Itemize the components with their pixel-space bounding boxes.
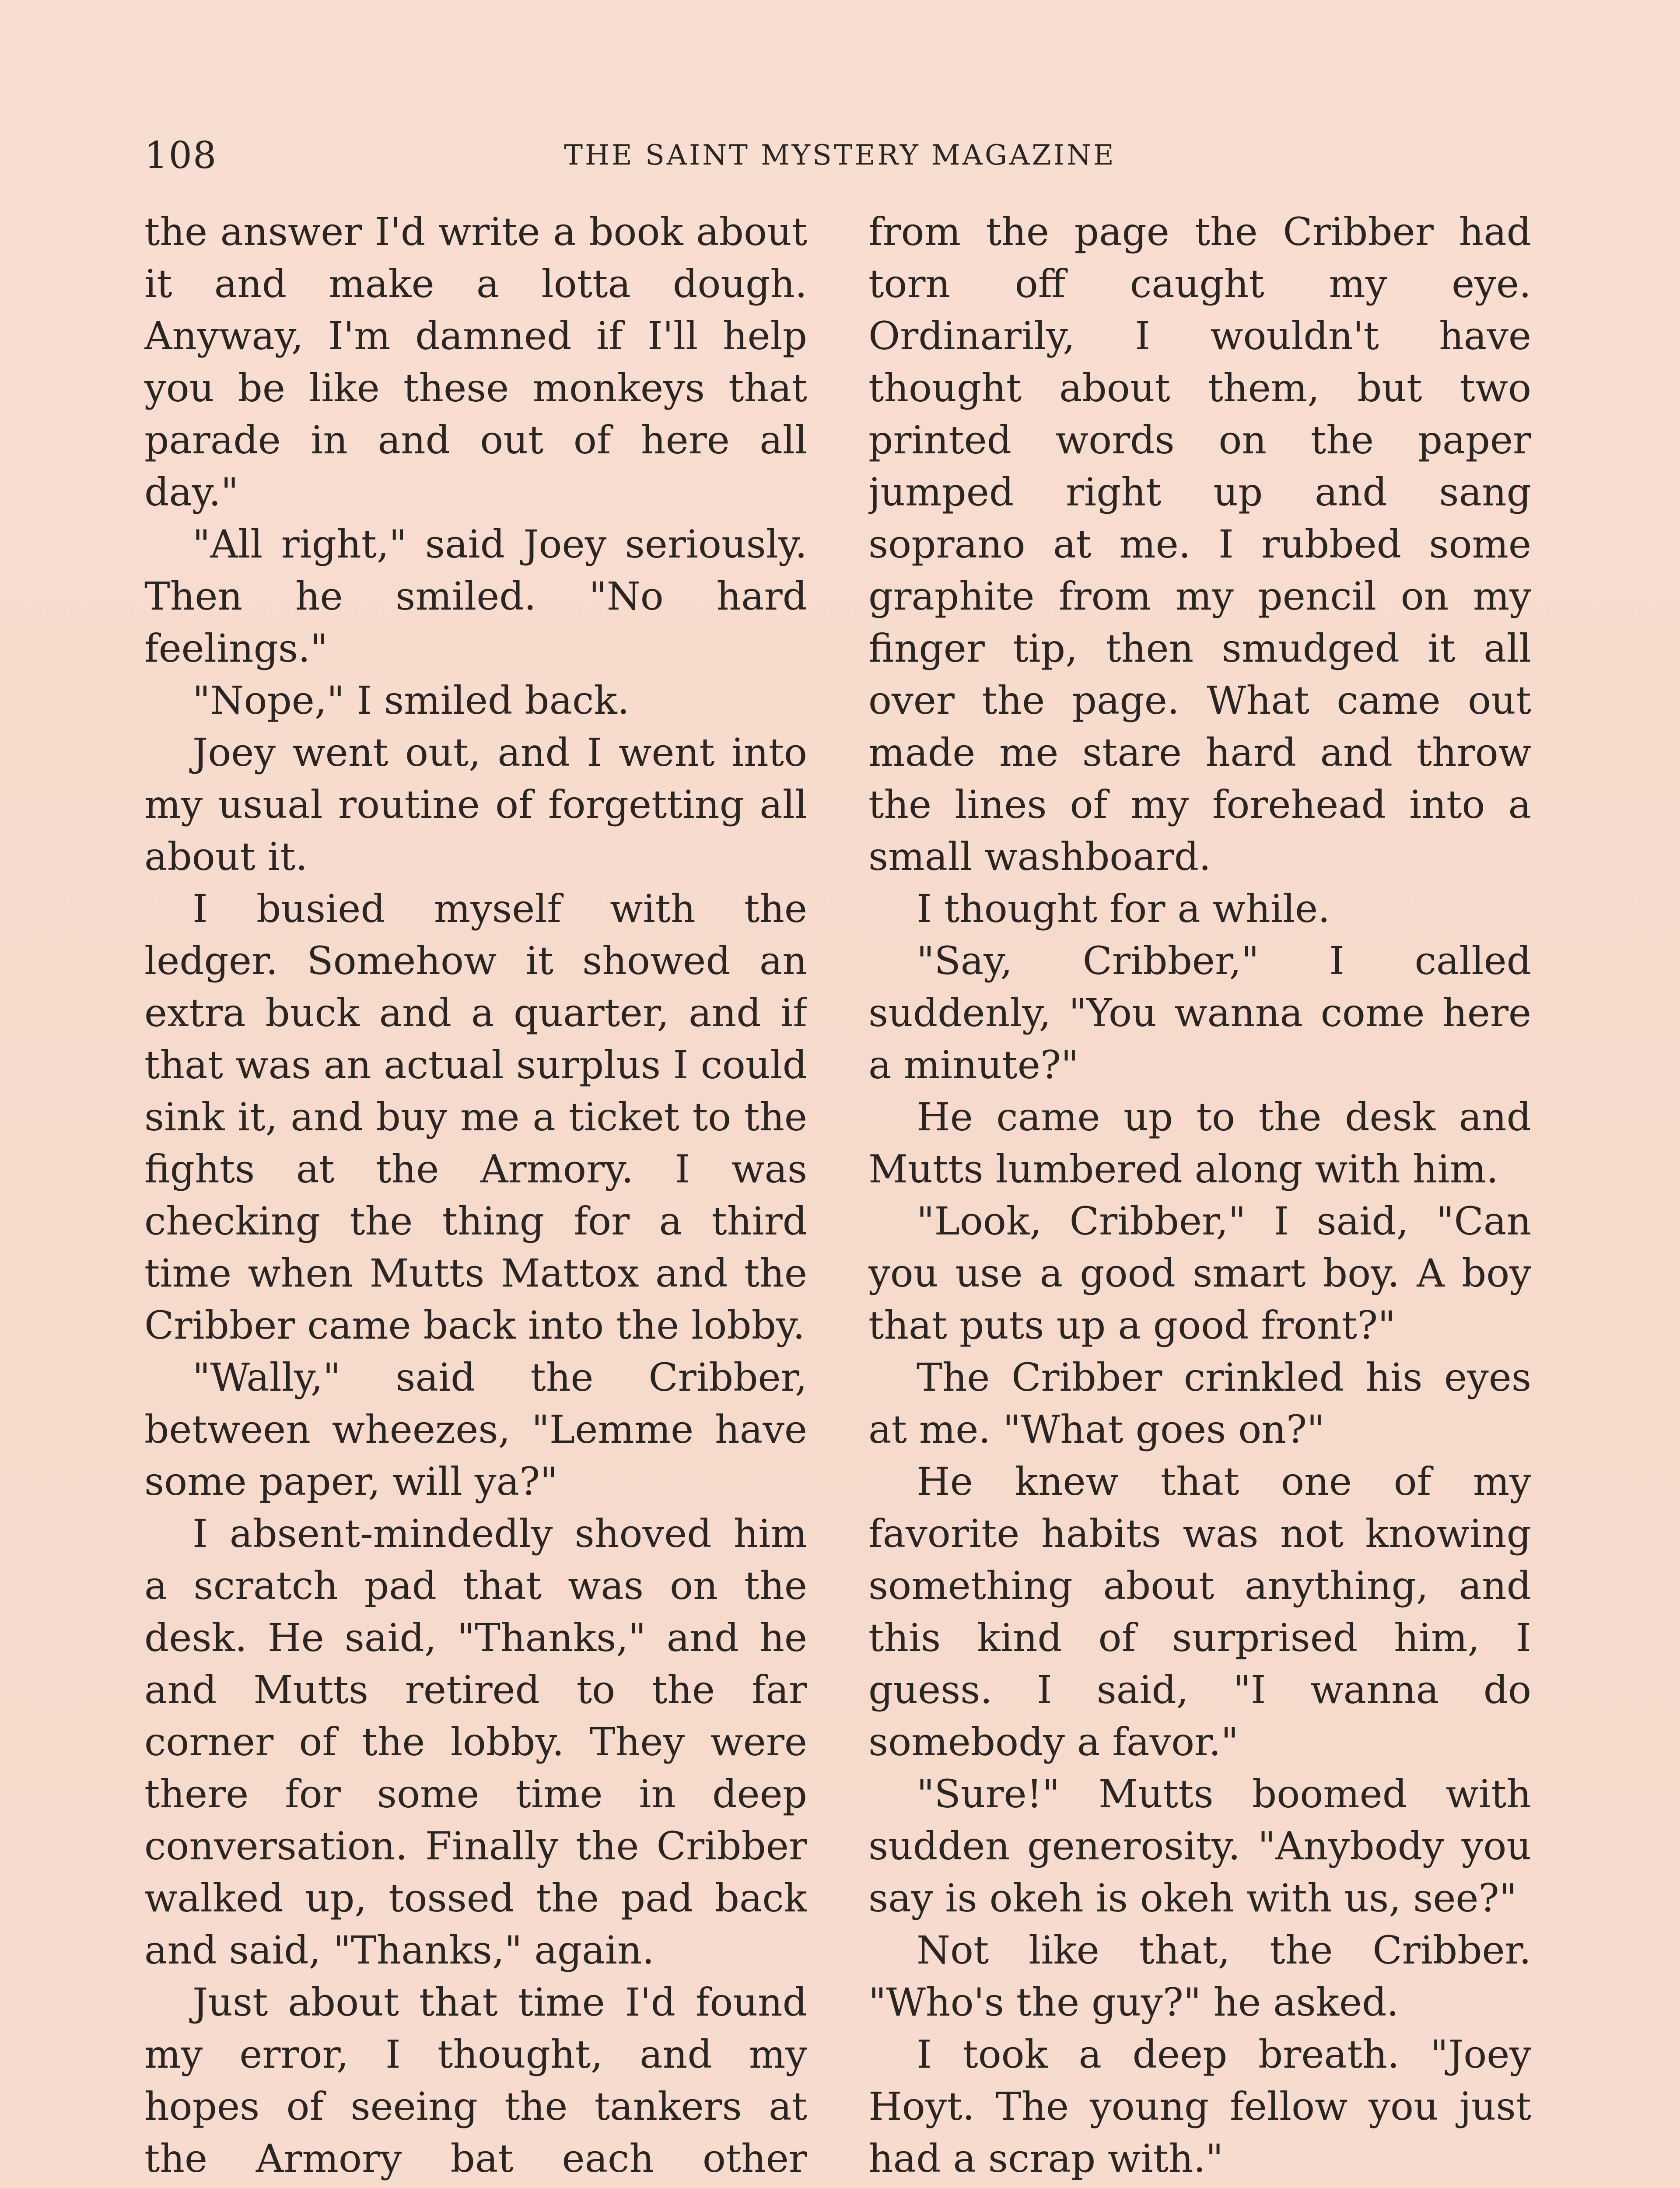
paragraph: The Cribber crinkled his eyes at me. "What goes on?": [868, 1355, 1531, 1452]
paragraph: [868, 2184, 1531, 2188]
paragraph: I thought for a while.: [917, 886, 1330, 931]
left-text-column: [144, 206, 807, 2188]
paragraph: "Nope," I smiled back.: [192, 678, 630, 723]
page-header: [144, 131, 1536, 179]
paragraph: Joey went out, and I went into my usual routine of forgetting all about it.: [144, 730, 807, 879]
paragraph: He knew that one of my favorite habits was not knowing something about anything, and this kind of surprised him, I guess. I said, "I wanna do somebody a favor.": [868, 1459, 1531, 1764]
paragraph: "Sure!" Mutts boomed with sudden generosity. "Anybody you say is okeh is okeh with us, see?": [868, 1771, 1531, 1921]
page-number: 108: [144, 134, 217, 177]
paragraph: "All right," said Joey seriously. Then he smiled. "No hard feelings.": [144, 522, 807, 671]
paragraph: Not like that, the Cribber. "Who's the guy?" he asked.: [868, 1928, 1531, 2025]
paragraph: I busied myself with the ledger. Somehow it showed an extra buck and a quarter, and if that was an actual surplus I could sink it, and buy me a ticket to the fights at the Armory. I was checking the thing for a third time when Mutts Mattox and the Cribber came back into the lobby.: [144, 886, 807, 1348]
paragraph: the answer I'd write a book about it and make a lotta dough. Anyway, I'm damned if I'll help you be like these monkeys that parade in and out of here all day.": [144, 209, 807, 515]
paragraph: from the page the Cribber had torn off caught my eye. Ordinarily, I wouldn't have thought about them, but two printed words on the paper jumped right up and sang soprano at me. I rubbed some graphite from my pencil on my finger tip, then smudged it all over the page. What came out made me stare hard and throw the lines of my forehead into a small washboard.: [868, 209, 1531, 879]
paragraph: "Wally," said the Cribber, between wheezes, "Lemme have some paper, will ya?": [144, 1355, 807, 1504]
paragraph: He came up to the desk and Mutts lumbered along with him.: [868, 1094, 1531, 1192]
paragraph: Just about that time I'd found my error, I thought, and my hopes of seeing the tankers at the Armory bat each other: [144, 1980, 807, 2181]
right-text-column: [868, 206, 1531, 2188]
paragraph: I absent-mindedly shoved him a scratch pad that was on the desk. He said, "Thanks," and he and Mutts retired to the far corner of the lobby. They were there for some time in deep conversation. Finally the Cribber walked up, tossed the pad back and said, "Thanks," again.: [144, 1511, 807, 1973]
running-title: THE SAINT MYSTERY MAGAZINE: [564, 139, 1116, 172]
paragraph: "Look, Cribber," I said, "Can you use a good smart boy. A boy that puts up a good front?": [868, 1199, 1531, 1348]
paragraph: "Say, Cribber," I called suddenly, "You wanna come here a minute?": [868, 938, 1531, 1087]
paragraph: I took a deep breath. "Joey Hoyt. The young fellow you just had a scrap with.": [868, 2032, 1531, 2181]
